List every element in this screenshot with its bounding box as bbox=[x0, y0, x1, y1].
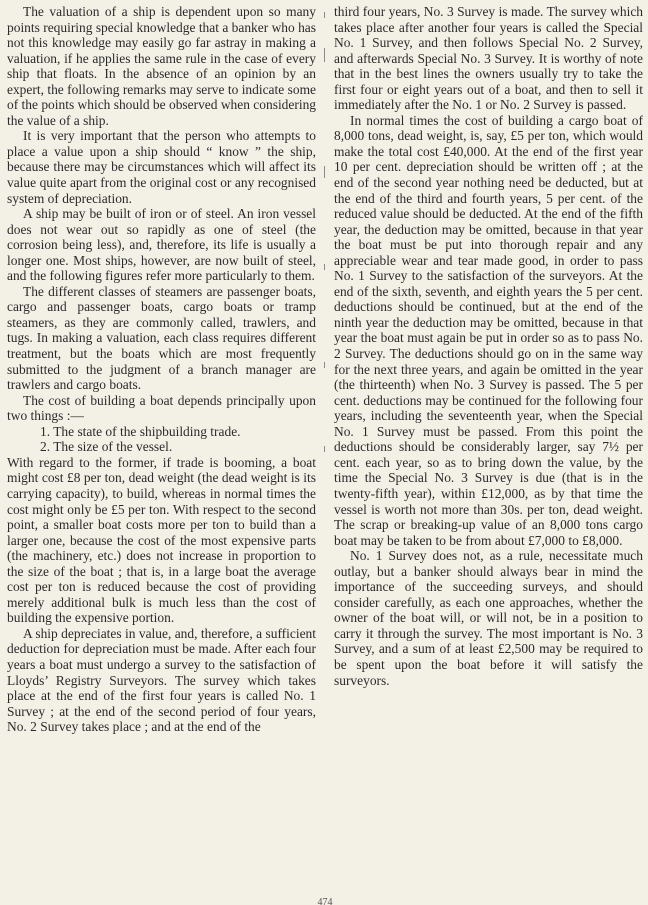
column-rule bbox=[324, 446, 325, 452]
column-rule bbox=[324, 166, 325, 178]
right-column bbox=[334, 4, 643, 688]
paragraph: The different classes of steamers are passenger boats, cargo and passenger boats, cargo boats or tramp steamers, as they are commonly called, trawlers, and tugs. In making a valuation, each class requires different treatment, but the boats which are most frequently submitted to the judgment of a branch manager are trawlers and cargo boats. bbox=[7, 283, 316, 393]
paragraph: It is very important that the person who attempts to place a value upon a ship should “ know ” the ship, because there may be circumstances which will affect its value quite apart from the original cost or any recognised system of depreciation. bbox=[7, 128, 316, 206]
list-item: 2. The size of the vessel. bbox=[40, 439, 173, 455]
column-rule bbox=[324, 48, 325, 62]
list-item: 1. The state of the shipbuilding trade. bbox=[40, 423, 241, 439]
paragraph: A ship depreciates in value, and, therefore, a sufficient deduction for depreciation must be made. After each four years a boat must undergo a survey to the satisfaction of Lloyds’ Registry Surveyors. The survey which takes place at the end of the first four years is called No. 1 Survey ; at the end of the second period of four years, No. 2 Survey takes place ; and at the end of the bbox=[7, 625, 316, 735]
left-column bbox=[7, 4, 316, 735]
paragraph: The valuation of a ship is dependent upon so many points requiring special knowledge that a banker who has not this knowledge may easily go far astray in making a valuation, if he applies the same rule in the case of every ship that floats. In the absence of an opinion by an expert, the following remarks may serve to indicate some of the points which should be observed when considering the value of a ship. bbox=[7, 4, 317, 128]
column-rule bbox=[324, 264, 325, 270]
column-rule bbox=[324, 362, 325, 368]
paragraph: No. 1 Survey does not, as a rule, necessitate much outlay, but a banker should always bear in mind the importance of the succeeding surveys, and should consider carefully, as each one approaches, whether the owner of the boat will, or will not, be in a position to carry it through the survey. The most important is No. 3 Survey, and a sum of at least £2,500 may be required to be spent upon the boat before it will satisfy the surveyors. bbox=[334, 548, 643, 688]
paragraph: With regard to the former, if trade is booming, a boat might cost £8 per ton, dead weight (the dead weight is its carrying capacity), to build, whereas in normal times the cost might only be £5 per ton. With respect to the second point, a smaller boat costs more per ton to build than a larger one, because the cost of the most expensive parts (the machinery, etc.) does not increase in proportion to the size of the boat ; that is, in a large boat the average cost per ton is reduced because the cost of providing merely additional bulk is much less than the cost of building the expensive portion. bbox=[7, 454, 316, 626]
paragraph: In normal times the cost of building a cargo boat of 8,000 tons, dead weight, is, say, £5 per ton, which would make the total cost £40,000. At the end of the first year 10 per cent. depreciation should be written off ; at the end of the second year nothing need be deducted, but at the end of the third and fourth years, 5 per cent. of the reduced value should be deducted. At the end of the fifth year, the deduction may be omitted, because in that year the boat must be put into thorough repair and any appreciable wear and tear made good, in order to pass No. 1 Survey to the satisfaction of the surveyors. At the end of the sixth, seventh, and eighth years the 5 per cent. deductions should be continued, but at the end of the ninth year the deduction may be omitted, because in that year the boat must again be put in order so as to pass No. 2 Survey. The deductions should go on in the same way for the next three years, and again be omitted in the year (the thirteenth) when No. 3 Survey is passed. The 5 per cent. deductions may be continued for the following four years, including the seventeenth year, when the Special No. 1 Survey must be passed. From this point the deductions should be considerably larger, say 7½ per cent. each year, so as to bring down the value, by the time the Special No. 3 Survey is due (that is in the twenty-fifth year), within £12,000, as by that time the vessel is worth not more than 30s. per ton, dead weight. The scrap or breaking-up value of an 8,000 tons cargo boat may be taken to be from about £7,000 to £8,000. bbox=[334, 112, 643, 548]
column-rule bbox=[324, 12, 325, 18]
paragraph: The cost of building a boat depends principally upon two things :— bbox=[7, 392, 316, 424]
paragraph: third four years, No. 3 Survey is made. The survey which takes place after another four years is called the Special No. 1 Survey, and then follows Special No. 2 Survey, and afterwards Special No. 3 Survey. It is worthy of note that in the best lines the owners usually try to take the first four or eight years out of a boat, and then to sell it immediately after the No. 1 or No. 2 Survey is passed. bbox=[334, 4, 643, 113]
page-number: 474 bbox=[317, 897, 333, 905]
paragraph: A ship may be built of iron or of steel. An iron vessel does not wear out so rapidly as one of steel (the corrosion being less), and, therefore, its life is usually a longer one. Most ships, however, are now built of steel, and the following figures refer more particularly to them. bbox=[7, 206, 316, 284]
